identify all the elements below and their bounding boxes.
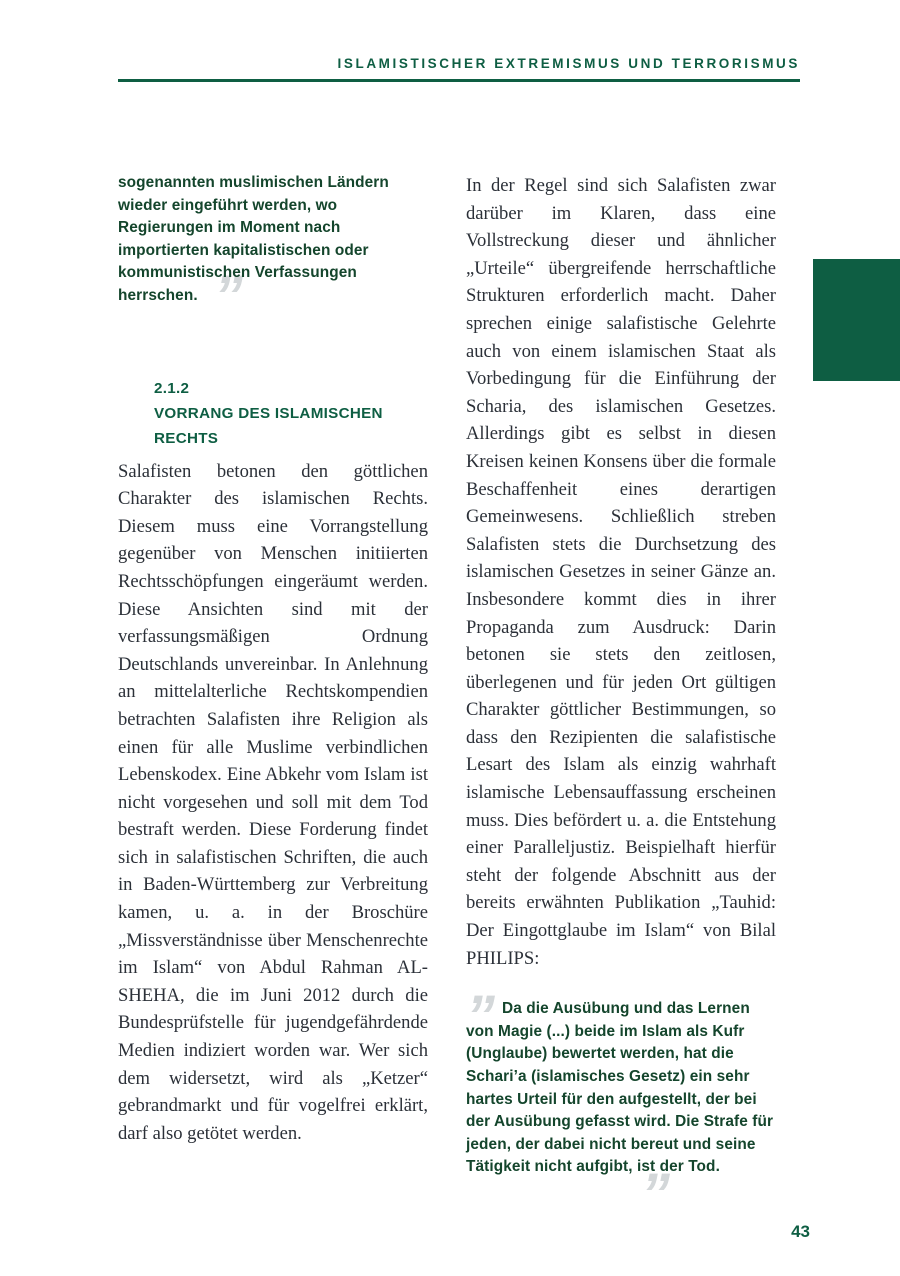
running-head: ISLAMISTISCHER EXTREMISMUS UND TERRORISMUS [337, 56, 800, 71]
left-column-paragraph: Salafisten betonen den göttlichen Charakter des islamischen Rechts. Diesem muss eine Vorrangstellung gegenüber von Menschen initiierten Rechtsschöpfungen eingeräumt werden. Diese Ansichten sind mit der verfassungsmäßigen Ordnung Deutschlands unvereinbar. In Anlehnung an mittelalterliche Rechtskompendien betrachten Salafisten ihre Religion als einen für alle Muslime verbindlichen Lebenskodex. Eine Abkehr vom Islam ist nicht vorgesehen und soll mit dem Tod bestraft werden. Diese Forderung findet sich in salafistischen Schriften, die auch in Baden-Württemberg zur Verbreitung kamen, u. a. in der Broschüre „Missverständnisse über Menschenrechte im Islam“ von Abdul Rahman AL-SHEHA, die im Juni 2012 durch die Bundesprüfstelle für jugendgefährdende Medien indiziert worden war. Wer sich dem widersetzt, wird als „Ketzer“ gebrandmarkt und für vogelfrei erklärt, darf also getötet werden. [118, 460, 428, 1144]
right-column-paragraph: In der Regel sind sich Salafisten zwar darüber im Klaren, dass eine Vollstreckung dieser und ähnlicher „Urteile“ übergreifende herrschaftliche Strukturen erforderlich macht. Daher sprechen einige salafistische Gelehrte auch von einem islamischen Staat als Vorbedingung für die Einführung der Scharia, des islamischen Gesetzes. Allerdings gibt es selbst in diesen Kreisen keinen Konsens über die formale Beschaffenheit eines derartigen Gemeinwesens. Schließlich streben Salafisten stets die Durchsetzung des islamischen Gesetzes in seiner Gänze an. Insbesondere kommt dies in ihrer Propaganda zum Ausdruck: Darin betonen sie stets den zeitlosen, überlegenen und für jeden Ort gültigen Charakter göttlicher Bestimmungen, so dass den Rezipienten die salafistische Lesart des Islam als einzig wahrhaft islamische Lebensauffassung erscheinen muss. Dies befördert u. a. die Entstehung einer Paralleljustiz. Beispielhaft hierfür steht der folgende Abschnitt aus der bereits erwähnten Publikation „Tauhid: Der Eingottglaube im Islam“ von Bilal PHILIPS: [466, 175, 776, 969]
two-column-body [118, 172, 800, 1228]
right-column [466, 172, 776, 1228]
left-pull-quote [118, 172, 428, 329]
quote-mark-icon: ” [641, 1162, 668, 1228]
left-pull-quote-text: sogenannten muslimischen Ländern wieder eingeführt werden, wo Regierungen im Moment nach importierten kapitalistischen oder kommunistischen Verfassungen herrschen. [118, 174, 389, 304]
spacer [118, 314, 428, 376]
left-column [118, 172, 428, 1147]
page-number: 43 [791, 1222, 810, 1241]
spacer [466, 972, 776, 998]
spacer [118, 451, 428, 458]
section-number: 2.1.2 [154, 379, 190, 397]
section-title: VORRANG DES ISLAMISCHEN RECHTS [154, 404, 383, 447]
chapter-edge-tab [813, 259, 900, 381]
section-heading [118, 376, 428, 451]
header-rule [118, 79, 800, 82]
right-pull-quote-text: Da die Ausübung und das Lernen von Magie (...) beide im Islam als Kufr (Unglaube) bewertet werden, hat die Schari’a (islamisches Gesetz) ein sehr hartes Urteil für den aufgestellt, der bei der Ausübung gefasst wird. Die Strafe für jeden, der dabei nicht bereut und seine Tätigkeit nicht aufgibt, ist der Tod. [466, 1000, 774, 1176]
quote-mark-icon: ” [466, 984, 493, 1050]
quote-mark-icon: ” [214, 264, 241, 329]
right-pull-quote [466, 984, 776, 1228]
